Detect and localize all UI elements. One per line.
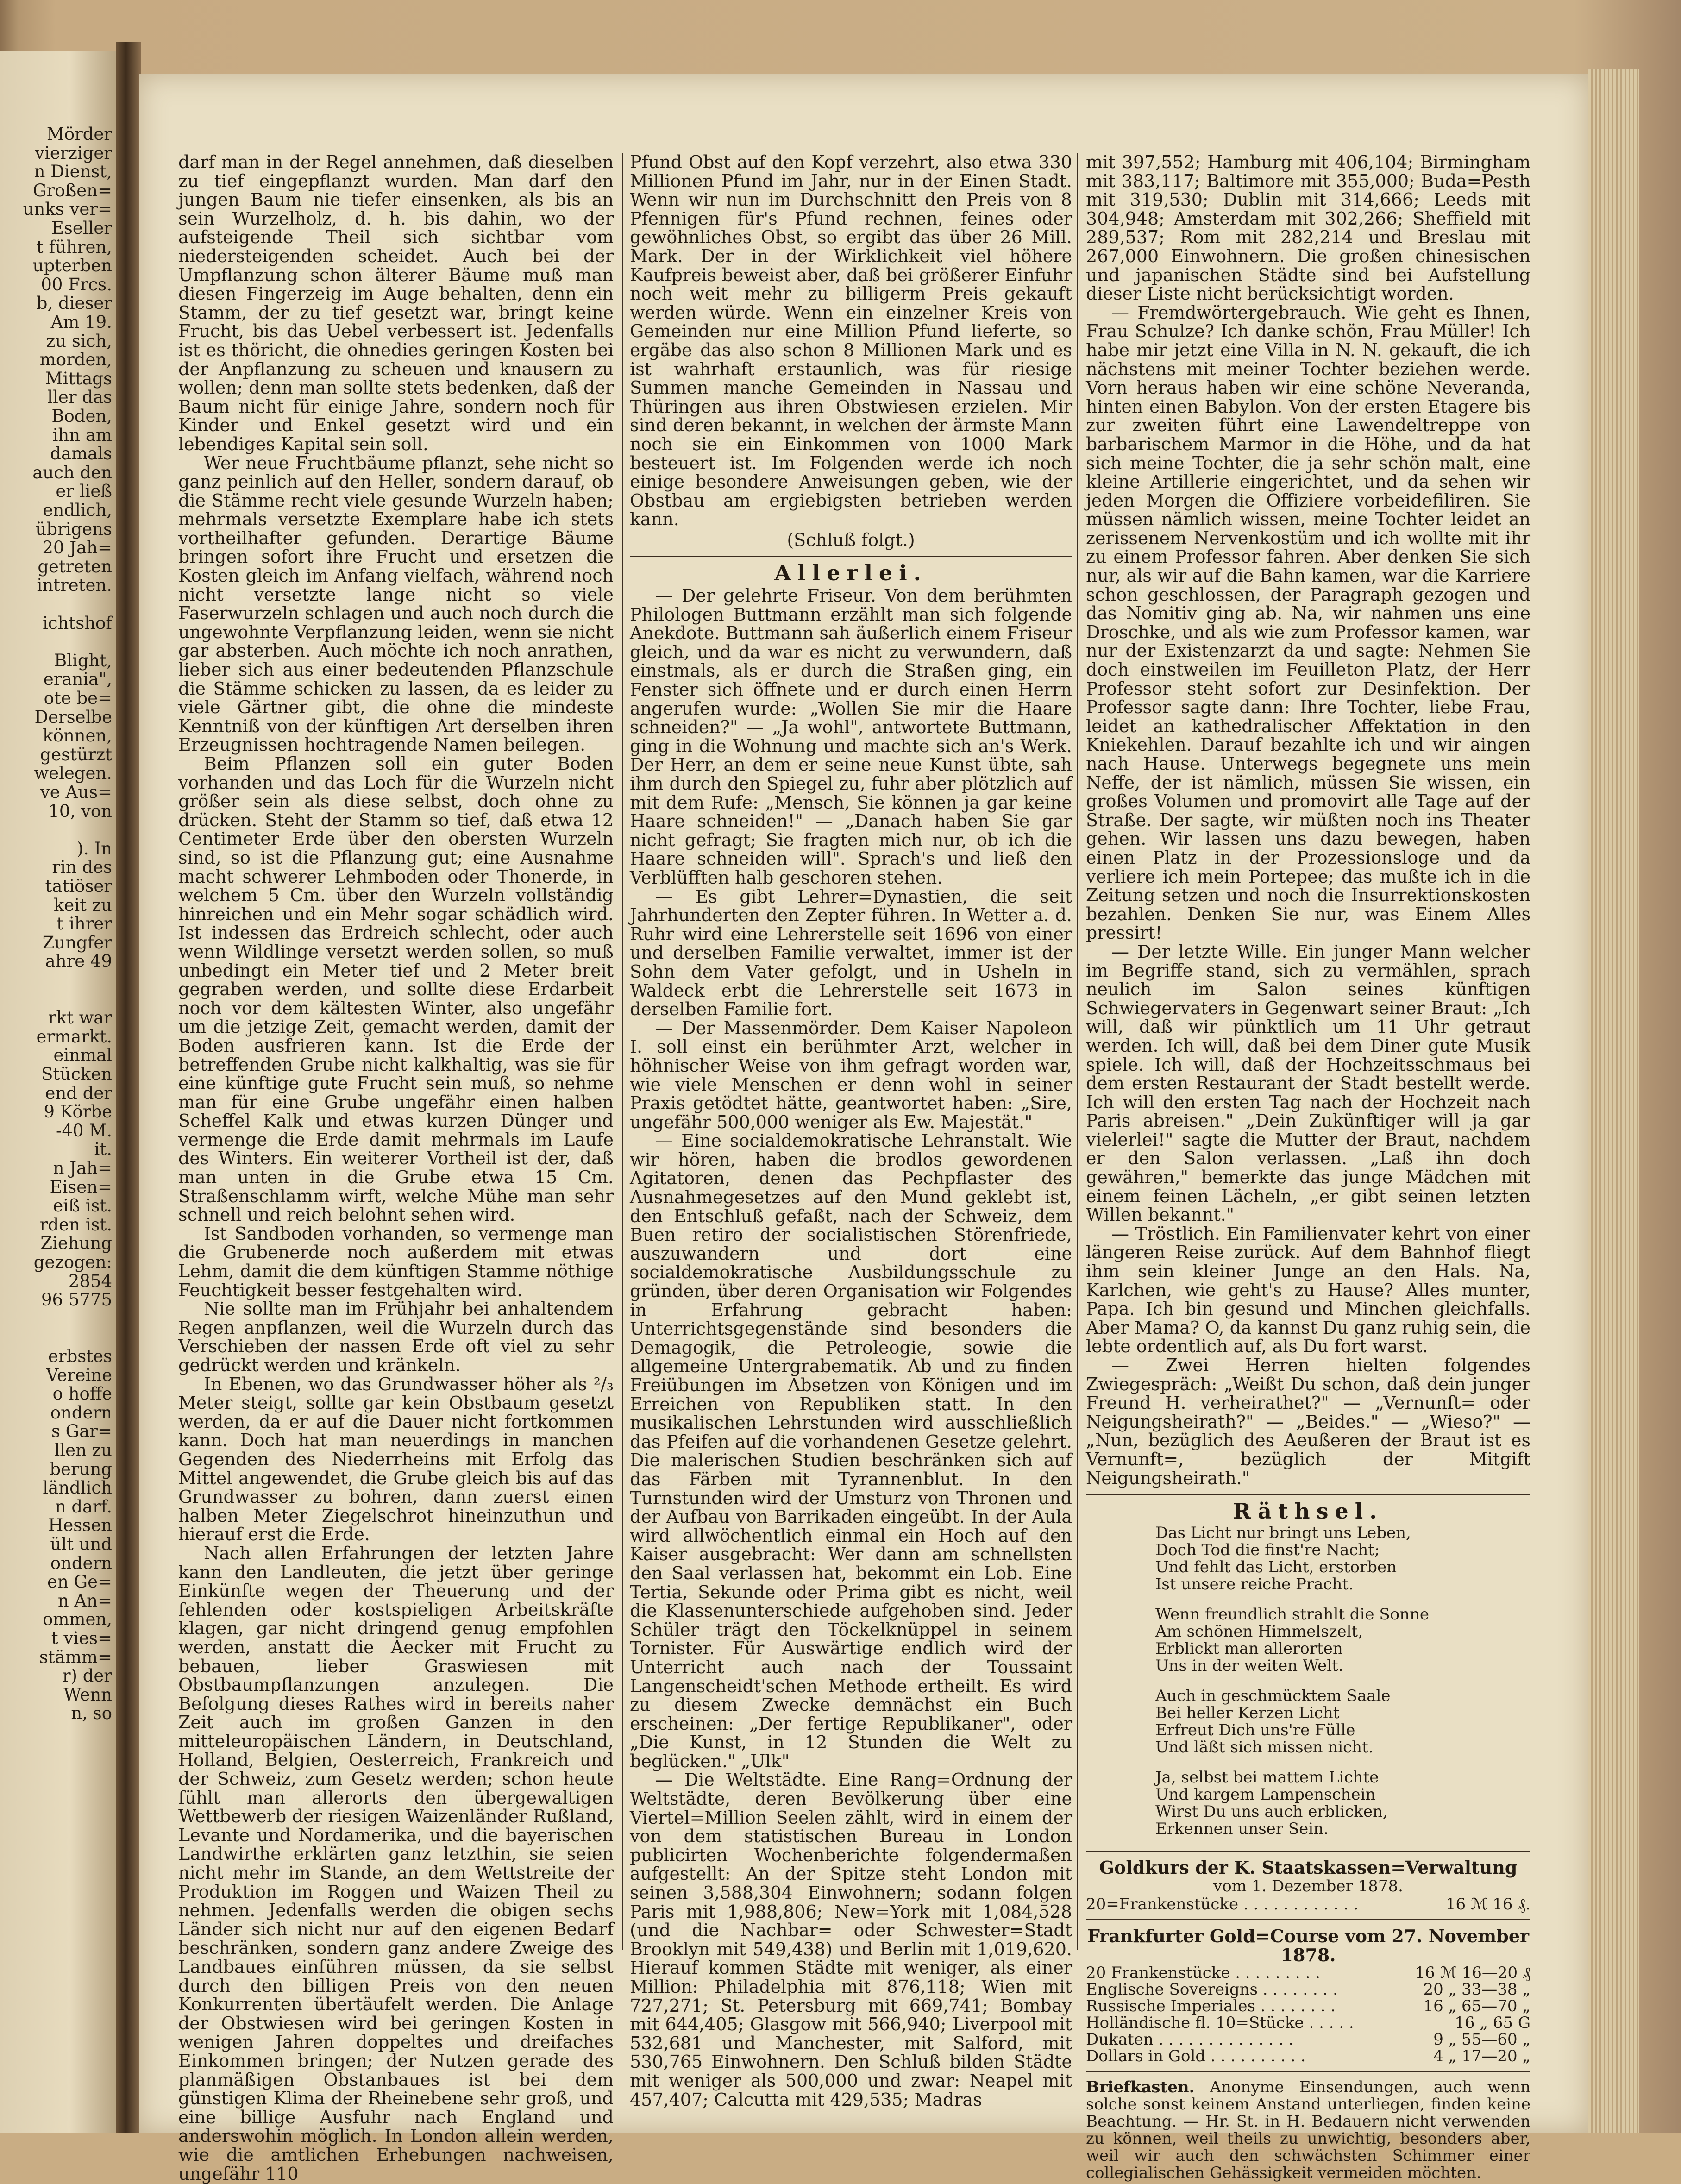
facing-page-line: rkt war [48, 1008, 112, 1028]
facing-page-line: r) der [62, 1666, 112, 1686]
riddle-stanza [1155, 1688, 1530, 1756]
facing-page-fragment [0, 51, 116, 2133]
riddle-stanza [1155, 1769, 1530, 1838]
riddle-line: Und kargem Lampenschein [1155, 1785, 1376, 1804]
riddle-line: Erblickt man allerorten [1155, 1639, 1343, 1658]
facing-page-line: it. [94, 1139, 112, 1160]
facing-page-line: ahre 49 [45, 951, 112, 972]
facing-page-line: t ihrer [56, 914, 112, 934]
riddle-line: Doch Tod die finst're Nacht; [1155, 1540, 1380, 1559]
riddle-line: Wenn freundlich strahlt die Sonne [1155, 1605, 1430, 1624]
facing-page-line: 00 Frcs. [41, 274, 112, 295]
facing-page-line: ommen, [43, 1609, 112, 1630]
coin-name: Russische Imperiales . . . . . . . . [1086, 1997, 1336, 2016]
facing-page-line: erbstes [48, 1346, 112, 1366]
facing-page-line: intreten. [37, 575, 112, 596]
facing-page-line: Zungfer [42, 932, 112, 953]
col2-intro: Pfund Obst auf den Kopf verzehrt, also etwa 330 Millionen Pfund im Jahr, nur in der Einen Stadt. Wenn wir nun im Durchschnitt den Preis von 8 Pfennigen für's Pfund rechnen, feines oder gewöhnliches Obst, so ergibt das über 26 Mill. Mark. Der in der Wirklichkeit viel höhere Kaufpreis beweist aber, daß bei größerer Einfuhr noch weit mehr zu billigerm Preis gekauft werden würde. Wenn ein einzelner Kreis von Gemeinden nur eine Million Pfund lieferte, so ergäbe das also schon 8 Millionen Mark und es ist wahrhaft erstaunlich, was für riesige Summen manche Gemeinden in Nassau und Thüringen aus ihren Obstwiesen erzielen. Mir sind deren bekannt, in welchen der ärmste Mann noch sie ein Einkommen von 1000 Mark besteuert ist. Im Folgenden werde ich noch einige besondere Anweisungen geben, wie der Obstbau am ergiebigsten betrieben werden kann. [630, 152, 1072, 530]
facing-page-line: 20 Jah= [42, 538, 112, 558]
column-2 [630, 152, 1072, 2110]
facing-page-line: rin des [52, 857, 112, 878]
facing-page-line: Blight, [54, 650, 112, 671]
facing-page-line: ote be= [44, 688, 112, 708]
continuation-note: (Schluß folgt.) [787, 529, 915, 550]
gold-course-row [1086, 1981, 1530, 1998]
book-gutter [116, 42, 141, 2133]
facing-page-line: endlich, [43, 500, 112, 520]
gold-course-row [1086, 1964, 1530, 1981]
facing-page-line: Eseller [51, 218, 112, 238]
coin-name: Dukaten . . . . . . . . . . . . . . [1086, 2030, 1294, 2049]
facing-page-line: keit zu [53, 895, 112, 915]
facing-page-line: llen zu [54, 1440, 112, 1460]
col3-item: — Der letzte Wille. Ein junger Mann welcher im Begriffe stand, sich zu vermählen, sprach neulich im Salon seines künftigen Schwiegervaters in Gegenwart seiner Braut: „Ich will, daß wir pünktlich um 11 Uhr getraut werden. Ich will, daß bei dem Diner gute Musik spiele. Ich will, daß der Hochzeitsschmaus bei dem ersten Restaurant der Stadt bestellt werde. Ich will den ersten Tag nach der Hochzeit nach Paris abreisen." „Dein Zukünftiger will ja gar vielerlei!" sagte die Mutter der Braut, nachdem er den Salon verlassen. „Laß ihn doch gewähren," bemerkte das junge Mädchen mit einem feinen Lächeln, „er gibt seinen letzten Willen bekannt." [1086, 941, 1530, 1225]
coin-name: 20=Frankenstücke . . . . . . . . . . . . [1086, 1895, 1359, 1914]
facing-page-line: b, dieser [36, 293, 112, 314]
facing-page-line: ve Aus= [40, 782, 112, 802]
allerlei-item: — Eine socialdemokratische Lehranstalt. Wie wir hören, haben die brodlos gewordenen Agitatoren, denen das Pechpflaster des Ausnahmegesetzes auf den Mund geklebt ist, den Entschluß gefaßt, nach der Schweiz, dem Buen retiro der socialistischen Störenfriede, auszuwandern und dort eine socialdemokratische Ausbildungsschule zu gründen, über deren Organisation wir Folgendes in Erfahrung gebracht haben: Unterrichtsgegenstände sind besonders die Demagogik, die Petroleogie, sowie die allgemeine Untergrabematik. Ab und zu finden Freiübungen im Absetzen von Königen und im Erreichen von Republiken statt. In den musikalischen Lehrstunden wird ausschließlich das Pfeifen auf die vorhandenen Gesetze gelehrt. Die malerischen Studien beschränken sich auf das Färben mit Tyrannenblut. In den Turnstunden wird der Umsturz von Thronen und der Aufbau von Barrikaden eingeübt. In der Aula wird allwöchentlich einmal ein Hoch auf den Kaiser ausgebracht: Wer dann am schnellsten den Saal verlassen hat, bekommt ein Lob. Eine Tertia, Sekunde oder Prima gibt es nicht, weil die Klassenunterschiede aufgehoben sind. Jeder Schüler trägt den Töckelknüppel in seinem Tornister. Für Auswärtige endlich wird der Unterricht auch nach der Toussaint Langenscheidt'schen Methode ertheilt. Es wird zu diesem Zwecke demnächst ein Buch erscheinen: „Der fertige Republikaner", oder „Die Kunst, in 12 Stunden die Welt zu beglücken." „Ulk" [630, 1130, 1072, 1771]
facing-page-line: ller das [47, 387, 112, 408]
briefkasten-text: Anonyme Einsendungen, auch wenn solche sonst keinem Anstand unterliegen, finden keine Beachtung. — Hr. St. in H. Bedauern nicht verwenden zu können, weil theils zu unwichtig, besonders aber, weil wir auch den schwächsten Schimmer einer collegialischen Gehässigkeit vermeiden möchten. [1086, 2078, 1530, 2183]
facing-page-line: Ziehung [40, 1233, 112, 1254]
col1-paragraph: Nie sollte man im Frühjahr bei anhaltendem Regen anpflanzen, weil die Wurzeln durch das Verschieben der nassen Erde oft viel zu sehr gedrückt werden und kränkeln. [178, 1299, 614, 1375]
facing-page-line: tatiöser [45, 876, 112, 896]
page-edges [1588, 69, 1639, 2133]
coin-value: 16 ℳ 16—20 ₰ [1415, 1964, 1530, 1983]
facing-page-line: rden ist. [39, 1214, 112, 1235]
column-rule-2 [1077, 153, 1078, 1950]
coin-name: Englische Sovereigns . . . . . . . . [1086, 1980, 1338, 1999]
facing-page-line: 2854 [68, 1271, 112, 1291]
facing-page-line: zu sich, [46, 331, 112, 351]
col1-paragraph: In Ebenen, wo das Grundwasser höher als ²/₃ Meter steigt, sollte gar kein Obstbaum gesetzt werden, da er auf die Dauer nicht fortkommen kann. Doch hat man neuerdings in manchen Gegenden des Niederrheins mit Erfolg das Mittel angewendet, die Grube gleich bis auf das Grundwasser zu bohren, dann zuerst einen halben Meter Ziegelschrot hineinzuthun und hierauf erst die Erde. [178, 1374, 614, 1545]
riddle-line: Und läßt sich missen nicht. [1155, 1738, 1374, 1757]
facing-page-line: ondern [50, 1553, 112, 1573]
facing-page-line: ermarkt. [36, 1026, 112, 1047]
column-1 [178, 152, 614, 2184]
riddle-title: Räthsel. [1233, 1499, 1384, 1524]
facing-page-line: morden, [39, 350, 112, 370]
brief-divider [1086, 2071, 1530, 2072]
facing-page-line: ondern [50, 1402, 112, 1423]
facing-page-line: Vereine [46, 1365, 112, 1385]
allerlei-item: — Der Massenmörder. Dem Kaiser Napoleon I. soll einst ein berühmter Arzt, welcher in höhnischer Weise von ihm gefragt worden war, wie viele Menschen er denn wohl in seiner Praxis getödtet hätte, geantwortet haben: „Sire, ungefähr 500,000 weniger als Ew. Majestät." [630, 1017, 1072, 1132]
facing-page-line: eiß ist. [53, 1196, 112, 1216]
coin-name: Dollars in Gold . . . . . . . . . . [1086, 2047, 1306, 2066]
col1-paragraph: darf man in der Regel annehmen, daß dieselben zu tief eingepflanzt wurden. Man darf den jungen Baum nie tiefer einsenken, als bis an sein Wurzelholz, d. h. bis dahin, wo der aufsteigende Theil sich sichtbar vom niedersteigenden scheidet. Auch bei der Umpflanzung schon älterer Bäume muß man diesen Fingerzeig im Auge behalten, denn ein Stamm, der zu tief gesetzt war, bringt keine Frucht, bis das Uebel verbessert ist. Jedenfalls ist es thöricht, die ohnedies geringen Kosten bei der Anpflanzung zu scheuen und knausern zu wollen; denn man sollte stets bedenken, daß der Baum nicht für einige Jahre, sondern noch für Kinder und Enkel gesetzt wird und ein lebendiges Kapital sein soll. [178, 152, 614, 454]
facing-page-line: Großen= [33, 180, 112, 201]
facing-page-line: s Gar= [51, 1421, 112, 1442]
col3-item: — Tröstlich. Ein Familienvater kehrt von einer längeren Reise zurück. Auf dem Bahnhof fliegt ihm sein kleiner Junge an den Hals. Na, Karlchen, wie geht's zu Hause? Alles munter, Papa. Ich bin gesund und Minchen gleichfalls. Aber Mama? O, da kannst Du ganz ruhig sein, die lebte ordentlich auf, als Du fort warst. [1086, 1223, 1530, 1357]
column-rule-1 [622, 153, 623, 1950]
facing-page-line: berung [50, 1459, 112, 1479]
facing-page-line: Hessen [48, 1515, 112, 1536]
facing-page-line: ichtshof [42, 613, 112, 633]
facing-page-line: Wenn [63, 1684, 112, 1705]
riddle-divider [1086, 1494, 1530, 1495]
facing-page-line: unks ver= [23, 199, 112, 220]
col1-paragraph: Wer neue Fruchtbäume pflanzt, sehe nicht so ganz peinlich auf den Heller, sondern darauf, ob die Stämme recht viele gesunde Wurzeln haben; mehrmals versetzte Exemplare habe ich stets vortheilhafter gefunden. Derartige Bäume bringen sofort ihre Frucht und ersetzen die Kosten gleich im Anfang vielfach, während noch nicht versetzte lange nicht so viele Faserwurzeln schlagen und auch noch durch die ungewohnte Verpflanzung leiden, wenn sie nicht gar absterben. Auch möchte ich noch anrathen, lieber sich aus einer bedeutenden Pflanzschule die Stämme schicken zu lassen, da es leider zu viele Gärtner gibt, die ohne die mindeste Kenntniß von der künftigen Art derselben ihren Erzeugnissen hochtragende Namen beilegen. [178, 452, 614, 755]
facing-page-line: stämm= [39, 1647, 112, 1667]
facing-page-line: n Jah= [53, 1158, 112, 1178]
gold-course-date-1: vom 1. Dezember 1878. [1213, 1877, 1403, 1896]
gold-course-row [1086, 2015, 1530, 2031]
riddle-line: Uns in der weiten Welt. [1155, 1656, 1343, 1675]
coin-value: 20 „ 33—38 „ [1423, 1980, 1530, 1999]
riddle-line: Am schönen Himmelszelt, [1155, 1622, 1363, 1641]
facing-page-line: o hoffe [52, 1384, 112, 1404]
facing-page-line: getreten [38, 556, 112, 577]
facing-page-line: end der [45, 1083, 112, 1103]
facing-page-line: -40 M. [56, 1120, 112, 1141]
col3-item: — Fremdwörtergebrauch. Wie geht es Ihnen, Frau Schulze? Ich danke schön, Frau Müller! Ich habe mir jetzt eine Villa in N. N. gekauft, die ich nächstens mit meiner Tochter beziehen werde. Vorn heraus haben wir eine schöne Neveranda, hinten einen Babylon. Von der ersten Etagere bis zur zweiten führt eine Lawendeltreppe von barbarischem Marmor in die Höhe, und da hat sich meine Tochter, die ja sehr schön malt, eine kleine Artillerie eingerichtet, und da sehen wir jeden Morgen die Offiziere vorbeidefiliren. Sie müssen nämlich wissen, meine Tochter leidet an zerissenem Nervenkostüm und ich wollte mit ihr zu einem Professor fahren. Aber denken Sie sich nur, als wir auf die Bahn kamen, war die Karriere schon geschlossen, der Paragraph gezogen und das Nomitiv ging ab. Na, wir nahmen uns eine Droschke, und als wie zum Professor kamen, war nur der Existenzarzt da und sagte: Nehmen Sie doch einstweilen im Feuilleton Platz, der Herr Professor steht sofort zur Desinfektion. Der Professor sagte dann: Ihre Tochter, liebe Frau, leidet an kathedralischer Affektation in den Kniekehlen. Darauf bezahlte ich und wir aingen nach Hause. Unterwegs begegnete uns mein Neffe, der ist nämlich, müssen Sie wissen, ein großes Volumen und promovirt alle Tage auf der Straße. Der sagte, wir müßten noch ins Theater gehen. Wir lassen uns dazu bewegen, haben einen Platz in der Prozessionsloge und da verliere ich mein Portepee; das mußte ich in die Zeitung setzen und noch die Insurrektionskosten bezahlen. Denken Sie nur, was Einem Alles pressirt! [1086, 302, 1530, 943]
gold-course-row [1086, 1998, 1530, 2015]
facing-page-line: ült und [50, 1534, 112, 1554]
riddle-line: Und fehlt das Licht, erstorben [1155, 1557, 1397, 1576]
riddle-line: Bei heller Kerzen Licht [1155, 1703, 1340, 1722]
allerlei-item: — Die Weltstädte. Eine Rang=Ordnung der Weltstädte, deren Bevölkerung über eine Viertel=Million Seelen zählt, wird in einem der von dem statistischen Bureau in London publicirten Wochenberichte folgendermaßen aufgestellt: An der Spitze steht London mit seinen 3,588,304 Einwohnern; sodann folgen Paris mit 1,988,806; New=York mit 1,084,528 (und die Nachbar= oder Schwester=Stadt Brooklyn mit 549,438) und Berlin mit 1,019,620. Hierauf kommen Städte mit weniger, als einer Million: Philadelphia mit 876,118; Wien mit 727,271; St. Petersburg mit 669,741; Bombay mit 644,405; Glasgow mit 566,940; Liverpool mit 532,681 und Manchester, mit Salford, mit 530,765 Einwohnern. Den Schluß bilden Städte mit weniger als 500,000 und zwar: Neapel mit 457,407; Calcutta mit 429,535; Madras [630, 1770, 1072, 2110]
allerlei-item: — Der gelehrte Friseur. Von dem berühmten Philologen Buttmann erzählt man sich folgende Anekdote. Buttmann sah äußerlich einem Friseur gleich, und da war es nicht zu verwundern, daß einstmals, als er durch die Straßen ging, ein Fenster sich öffnete und er durch einen Herrn angerufen wurde: „Wollen Sie mir die Haare schneiden?" — „Ja wohl", antwortete Buttmann, ging in die Wohnung und machte sich an's Werk. Der Herr, an dem er seine neue Kunst übte, sah ihm durch den Spiegel zu, fuhr aber plötzlich auf mit dem Rufe: „Mensch, Sie können ja gar keine Haare schneiden!" — „Danach haben Sie gar nicht gefragt; Sie fragten mich nur, ob ich die Haare schneiden will". Sprach's und ließ den Verblüfften halb geschoren stehen. [630, 585, 1072, 888]
facing-page-line: gestürzt [40, 744, 112, 765]
facing-page-line: n An= [57, 1590, 112, 1611]
facing-page-line: n Dienst, [34, 162, 112, 182]
facing-page-line: Mittags [45, 368, 112, 389]
facing-page-line: n darf. [55, 1496, 112, 1517]
riddle-line: Erkennen unser Sein. [1155, 1819, 1329, 1838]
facing-page-line: Boden, [51, 406, 112, 426]
col1-paragraph: Ist Sandboden vorhanden, so vermenge man die Grubenerde noch außerdem mit etwas Lehm, damit die dem künftigen Stamme nöthige Feuchtigkeit besser festgehalten wird. [178, 1223, 614, 1300]
col3-item: mit 397,552; Hamburg mit 406,104; Birmingham mit 383,117; Baltimore mit 355,000; Buda=Pesth mit 319,530; Dublin mit 314,666; Leeds mit 304,948; Amsterdam mit 302,266; Sheffield mit 289,537; Rom mit 282,214 und Breslau mit 267,000 Einwohnern. Die großen chinesischen und japanischen Städte sind bei Aufstellung dieser Liste nicht berücksichtigt worden. [1086, 152, 1530, 304]
riddle-line: Ist unsere reiche Pracht. [1155, 1575, 1354, 1594]
coin-value: 16 „ 65 G [1455, 2014, 1530, 2033]
coin-value: 16 „ 65—70 „ [1423, 1997, 1530, 2016]
facing-page-line: welegen. [34, 763, 112, 784]
riddle-stanza [1155, 1606, 1530, 1675]
facing-page-line: ). In [76, 838, 112, 859]
coin-value: 16 ℳ 16 ₰. [1445, 1895, 1530, 1914]
gold-course-title-2: Frankfurter Gold=Course vom 27. November 1878. [1087, 1925, 1530, 1965]
col1-paragraph: Nach allen Erfahrungen der letzten Jahre kann den Landleuten, die jetzt über geringe Einkünfte wegen der Theuerung und der fehlenden oder kostspieligen Arbeitskräfte klagen, gar nicht dringend genug empfohlen werden, anstatt die Aecker mit Frucht zu bebauen, lieber Graswiesen mit Obstbaumpflanzungen anzulegen. Die Befolgung dieses Rathes wird in bereits naher Zeit auch im großen Ganzen in den mitteleuropäischen Ländern, in Deutschland, Holland, Belgien, Oesterreich, Frankreich und der Schweiz, zum Gesetz werden; schon heute fühlt man allerorts den übergewaltigen Wettbewerb der riesigen Waizenländer Rußland, Levante und Nordamerika, und die bayerischen Landwirthe erklärten ganz letzthin, sie seien nicht mehr im Stande, an dem Wettstreite der Produktion im Roggen und Waizen Theil zu nehmen. Jedenfalls werden die obigen sechs Länder sich nicht nur auf den eigenen Bedarf beschränken, sondern ganz andere Zweige des Landbaues einführen müssen, da sie selbst durch den billigen Preis von den neuen Konkurrenten übertäufelt werden. Die Anlage der Obstwiesen wird bei geringen Kosten in wenigen Jahren doppeltes und dreifaches Einkommen bringen; der Nutzen gerade des planmäßigen Obstanbaues ist bei dem günstigen Klima der Rheinebene sehr groß, und eine billige Ausfuhr nach England und anderswohin möglich. In London allein werden, wie die amtlichen Erhebungen nachweisen, ungefähr 110 [178, 1543, 614, 2184]
facing-page-line: upterben [32, 256, 112, 276]
section-divider [630, 556, 1072, 557]
facing-page-line: 9 Körbe [44, 1102, 112, 1122]
facing-page-line: t führen, [36, 237, 112, 257]
gold-course-row [1086, 2031, 1530, 2048]
facing-page-line: vierziger [35, 143, 112, 163]
facing-page-line: übrigens [35, 519, 112, 539]
facing-page-line: Derselbe [34, 707, 112, 727]
facing-page-line: en Ge= [47, 1572, 112, 1592]
facing-page-line: Eisen= [50, 1177, 112, 1197]
coin-name: 20 Frankenstücke . . . . . . . . . [1086, 1964, 1321, 1983]
col1-paragraph: Beim Pflanzen soll ein guter Boden vorhanden und das Loch für die Wurzeln nicht größer sein als diese selbst, doch ohne zu drücken. Steht der Stamm so tief, daß etwa 12 Centimeter Erde über den obersten Wurzeln sind, so ist die Pflanzung gut; eine Ausnahme macht schwerer Lehmboden oder Thonerde, in welchem 5 Cm. über den Wurzeln vollständig hinreichen und ein Mehr sogar schädlich wird. Ist indessen das Erdreich schlecht, oder auch wenn Wildlinge versetzt werden sollen, so muß unbedingt ein Meter tief und 2 Meter breit gegraben werden, und sollte diese Erdarbeit noch vor dem kältesten Winter, also ungefähr um die jetzige Zeit, gemacht werden, damit der Boden ausfrieren kann. Ist die Erde der betreffenden Grube nicht kalkhaltig, was sie für eine künftige gute Frucht sein muß, so nehme man für eine Grube ungefähr einen halben Scheffel Kalk und etwas kurzen Dünger und vermenge die Erde damit mehrmals im Laufe des Winters. Ein weiterer Vortheil ist der, daß man unten in die Grube etwa 15 Cm. Straßenschlamm wirft, welche Mühe man sehr schnell und reich belohnt sehen wird. [178, 753, 614, 1225]
coin-value: 4 „ 17—20 „ [1433, 2047, 1530, 2066]
facing-page-line: er ließ [56, 481, 112, 502]
riddle-stanza [1155, 1525, 1530, 1593]
facing-page-line: ihn am [52, 425, 112, 445]
facing-page-line: Mörder [46, 124, 112, 144]
facing-page-line: können, [43, 726, 112, 746]
market-divider-2 [1086, 1919, 1530, 1920]
allerlei-item: — Es gibt Lehrer=Dynastien, die seit Jahrhunderten den Zepter führen. In Wetter a. d. Ruhr wird eine Lehrerstelle seit 1696 von einer und derselben Familie verwaltet, immer ist der Sohn dem Vater gefolgt, und in Usheln in Waldeck erbt die Lehrerstelle seit 1673 in derselben Familie fort. [630, 886, 1072, 1020]
riddle-line: Wirst Du uns auch erblicken, [1155, 1802, 1388, 1821]
briefkasten [1086, 2079, 1530, 2182]
briefkasten-title: Briefkasten. [1086, 2078, 1195, 2097]
market-divider [1086, 1851, 1530, 1852]
gold-course-row [1086, 1896, 1530, 1913]
col3-item: — Zwei Herren hielten folgendes Zwiegespräch: „Weißt Du schon, daß dein junger Freund H. verheirathet?" — „Vernunft= oder Neigungsheirath?" — „Beides." — „Wieso?" — „Nun, bezüglich des Aeußeren der Braut ist es Vernunft=, bezüglich der Mitgift Neigungsheirath." [1086, 1355, 1530, 1488]
facing-page-line: erania", [43, 669, 112, 690]
riddle-line: Das Licht nur bringt uns Leben, [1155, 1523, 1411, 1542]
coin-value: 9 „ 55—60 „ [1433, 2030, 1530, 2049]
facing-page-line: auch den [32, 462, 112, 483]
riddle-line: Ja, selbst bei mattem Lichte [1155, 1768, 1379, 1787]
facing-page-line: 10, von [48, 801, 112, 821]
section-title-allerlei: Allerlei. [774, 560, 928, 586]
riddle-line: Auch in geschmücktem Saale [1155, 1686, 1391, 1705]
facing-page-line: einmal [53, 1045, 112, 1066]
gold-course-row [1086, 2048, 1530, 2065]
riddle-poem [1086, 1525, 1530, 1838]
riddle-line: Erfreut Dich uns're Fülle [1155, 1720, 1355, 1739]
facing-page-line: Am 19. [50, 312, 112, 332]
facing-page-line: t vies= [51, 1628, 112, 1648]
column-3 [1086, 152, 1530, 2183]
facing-page-line: Stücken [41, 1064, 112, 1084]
facing-page-line: gezogen: [33, 1252, 112, 1272]
gold-course-title-1: Goldkurs der K. Staatskassen=Verwaltung [1099, 1857, 1518, 1878]
coin-name: Holländische fl. 10=Stücke . . . . . [1086, 2014, 1354, 2033]
facing-page-line: n, so [71, 1703, 112, 1724]
facing-page-line: ländlich [43, 1478, 112, 1498]
facing-page-line: damals [50, 444, 112, 464]
facing-page-line: 96 5775 [41, 1290, 112, 1310]
